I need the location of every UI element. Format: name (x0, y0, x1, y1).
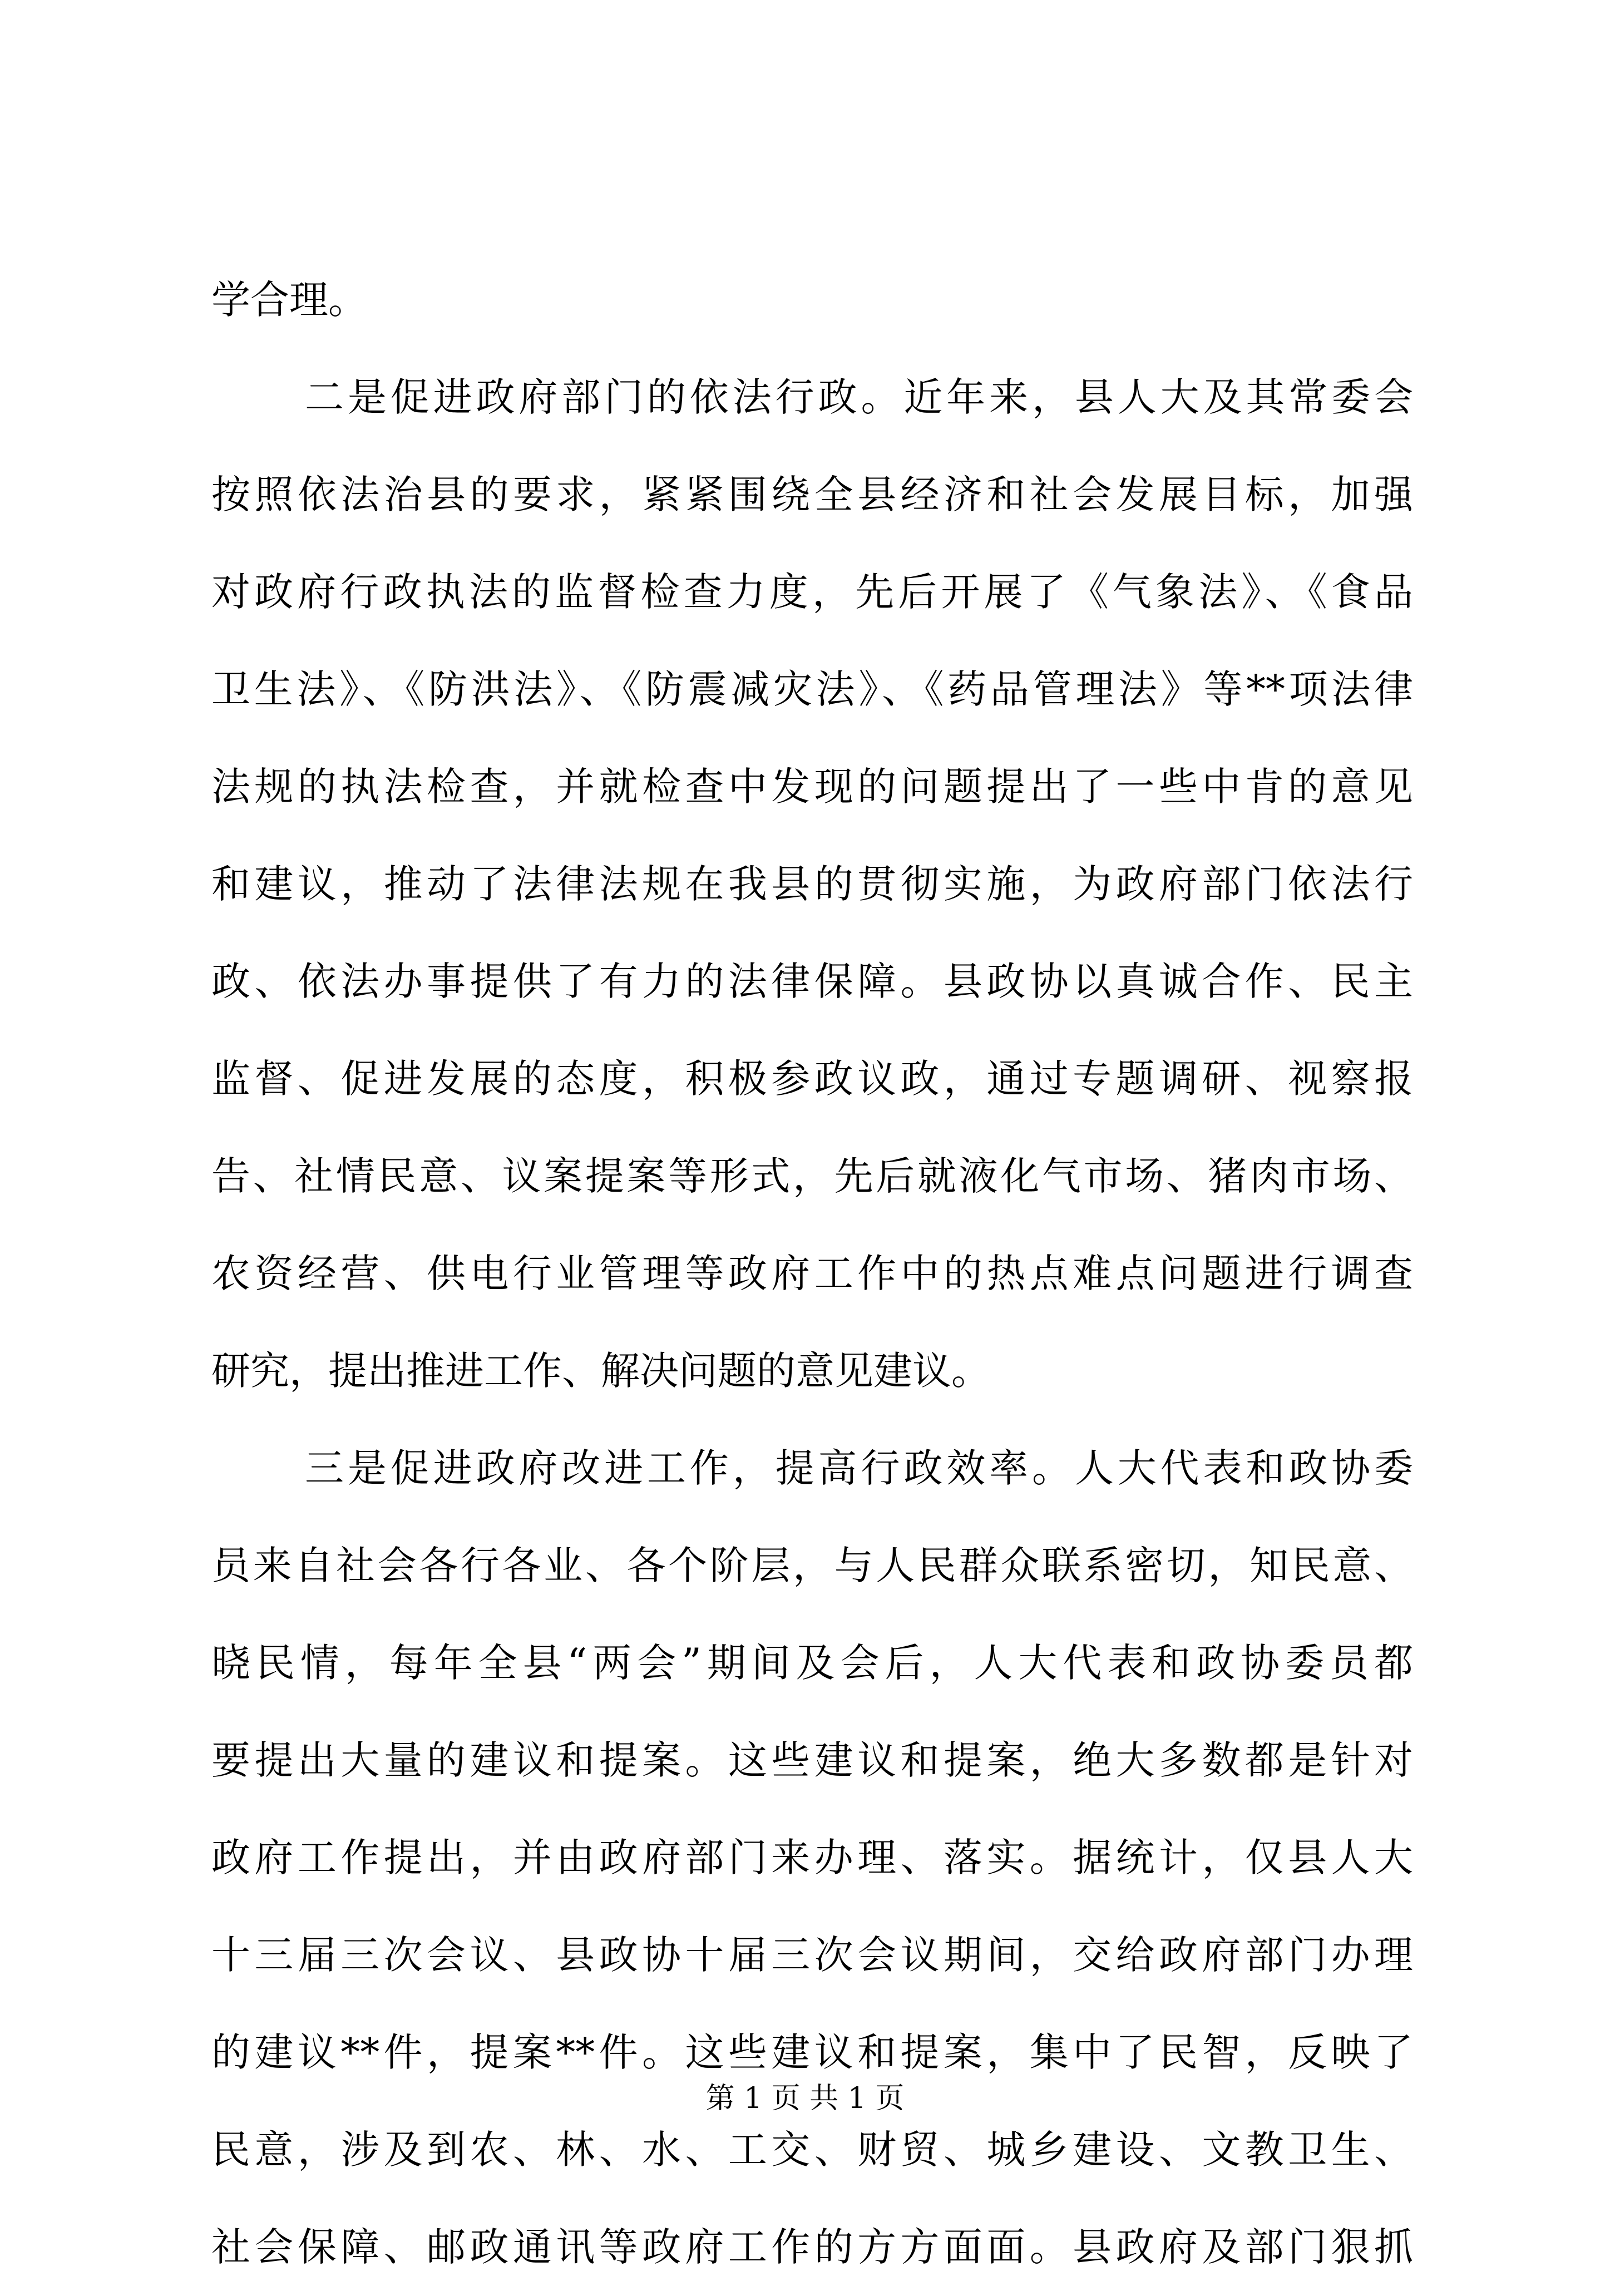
text-line: 要提出大量的建议和提案。这些建议和提案，绝大多数都是针对 (211, 1737, 1413, 1783)
text-line: 的建议**件，提案**件。这些建议和提案，集中了民智，反映了 (211, 2030, 1413, 2075)
text-line: 民意，涉及到农、林、水、工交、财贸、城乡建设、文教卫生、 (211, 2127, 1413, 2172)
text-line: 员来自社会各行各业、各个阶层，与人民群众联系密切，知民意、 (211, 1543, 1413, 1588)
text-line: 和建议，推动了法律法规在我县的贯彻实施，为政府部门依法行 (211, 861, 1413, 907)
document-body (211, 251, 1413, 2296)
text-line: 政、依法办事提供了有力的法律保障。县政协以真诚合作、民主 (211, 959, 1413, 1004)
page-number-footer: 第 1 页 共 1 页 (705, 2082, 905, 2115)
text-line: 政府工作提出，并由政府部门来办理、落实。据统计，仅县人大 (211, 1835, 1413, 1880)
text-line: 十三届三次会议、县政协十届三次会议期间，交给政府部门办理 (211, 1932, 1413, 1978)
text-line: 告、社情民意、议案提案等形式，先后就液化气市场、猪肉市场、 (211, 1153, 1413, 1199)
text-line: 监督、促进发展的态度，积极参政议政，通过专题调研、视察报 (211, 1056, 1413, 1102)
paragraph-first-line: 二是促进政府部门的依法行政。近年来，县人大及其常委会 (305, 374, 1413, 420)
paragraph-first-line: 三是促进政府改进工作，提高行政效率。人大代表和政协委 (305, 1445, 1413, 1491)
text-line: 社会保障、邮政通讯等政府工作的方方面面。县政府及部门狠抓 (211, 2224, 1413, 2270)
text-line: 学合理。 (211, 277, 367, 323)
text-line: 按照依法治县的要求，紧紧围绕全县经济和社会发展目标，加强 (211, 472, 1413, 517)
text-line: 卫生法》、《防洪法》、《防震减灾法》、《药品管理法》等**项法律 (211, 666, 1413, 712)
text-line: 晓民情，每年全县“两会”期间及会后，人大代表和政协委员都 (211, 1640, 1413, 1686)
text-line: 法规的执法检查，并就检查中发现的问题提出了一些中肯的意见 (211, 764, 1413, 809)
text-line: 研究，提出推进工作、解决问题的意见建议。 (211, 1348, 990, 1394)
text-line: 对政府行政执法的监督检查力度，先后开展了《气象法》、《食品 (211, 569, 1413, 615)
text-line: 农资经营、供电行业管理等政府工作中的热点难点问题进行调查 (211, 1251, 1413, 1296)
